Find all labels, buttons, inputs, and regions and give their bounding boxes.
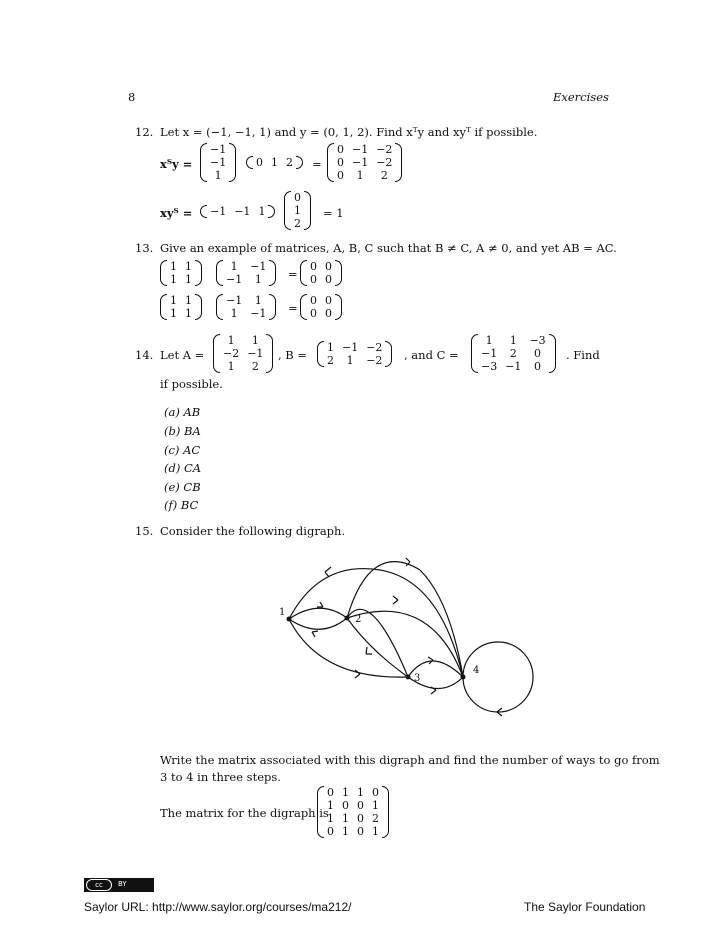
edge-1-4 [289, 569, 463, 677]
matrix-zero-1: 0 0 0 0 [306, 260, 336, 286]
problem-15-write-line2: 3 to 4 in three steps. [160, 770, 281, 784]
list-item: (e) CB [164, 480, 201, 494]
c-label: , and C = [404, 348, 459, 362]
equals-sign: = [288, 267, 298, 281]
node-1 [287, 617, 292, 622]
matrix-y-col: 0 1 2 [290, 191, 305, 230]
problem-15-number: 15. [135, 524, 154, 538]
if-possible-label: if possible. [160, 377, 223, 391]
matrix-x-col: −1 −1 1 [206, 143, 230, 182]
digraph-matrix: 0 1 1 0 1 0 0 1 1 1 0 2 0 1 0 1 [323, 786, 383, 838]
list-item: (c) AC [164, 443, 201, 457]
edge-3-2 [347, 618, 408, 677]
node-4 [461, 675, 466, 680]
problem-15-text: Consider the following digraph. [160, 524, 346, 538]
cc-license-badge[interactable] [84, 878, 154, 892]
node-2 [345, 616, 350, 621]
page-number: 8 [128, 90, 136, 104]
b-label: , B = [278, 348, 308, 362]
footer-url[interactable]: Saylor URL: http://www.saylor.org/courses/ma212/ [84, 900, 352, 914]
matrix-A: 1 1 −2 −1 1 2 [219, 334, 267, 373]
matrix-x-row: −1 −1 1 [206, 205, 269, 218]
xyt-label: xyᵀ = [160, 206, 193, 220]
self-loop-4 [463, 642, 533, 712]
matrix-a-1: 1 1 1 1 [166, 260, 196, 286]
cc-logo-icon: cc [86, 879, 112, 891]
list-item: (a) AB [164, 405, 201, 419]
edge-2-1 [289, 608, 347, 619]
find-label: . Find [566, 348, 600, 362]
problem-12-number: 12. [135, 125, 154, 139]
node-label-2: 2 [355, 614, 362, 625]
edge-1-2 [289, 618, 347, 629]
matrix-zero-2: 0 0 0 0 [306, 294, 336, 320]
edge-4-2 [347, 611, 463, 677]
matrix-c: −1 1 1 −1 [222, 294, 270, 320]
node-label-3: 3 [414, 673, 421, 684]
digraph-matrix-label: The matrix for the digraph is [160, 806, 329, 820]
section-title: Exercises [553, 90, 609, 104]
equals-one: = 1 [323, 206, 344, 220]
matrix-B: 1 −1 −2 2 1 −2 [323, 341, 386, 367]
list-item: (d) CA [164, 461, 202, 475]
problem-14-number: 14. [135, 348, 154, 362]
problem-12-text: Let x = (−1, −1, 1) and y = (0, 1, 2). Find xᵀy and xyᵀ if possible. [160, 125, 538, 139]
problem-13-text: Give an example of matrices, A, B, C such that B ≠ C, A ≠ 0, and yet AB = AC. [160, 241, 617, 255]
problem-15-write-line1: Write the matrix associated with this digraph and find the number of ways to go from [160, 753, 660, 767]
problem-13-number: 13. [135, 241, 154, 255]
node-label-1: 1 [279, 607, 286, 618]
node-label-4: 4 [473, 665, 480, 676]
let-a-label: Let A = [160, 348, 205, 362]
list-item: (f) BC [164, 498, 199, 512]
matrix-b: 1 −1 −1 1 [222, 260, 270, 286]
matrix-C: 1 1 −3 −1 2 0 −3 −1 0 [477, 334, 550, 373]
list-item: (b) BA [164, 424, 201, 438]
footer-org: The Saylor Foundation [524, 900, 646, 914]
equals-sign: = [288, 301, 298, 315]
matrix-xty-result: 0 −1 −2 0 −1 −2 0 1 2 [333, 143, 396, 182]
matrix-y-row: 0 1 2 [252, 156, 297, 169]
matrix-a-2: 1 1 1 1 [166, 294, 196, 320]
cc-by-label: BY [118, 880, 127, 888]
xty-label: xᵀy = [160, 157, 193, 171]
node-3 [406, 675, 411, 680]
equals-sign: = [312, 157, 322, 171]
